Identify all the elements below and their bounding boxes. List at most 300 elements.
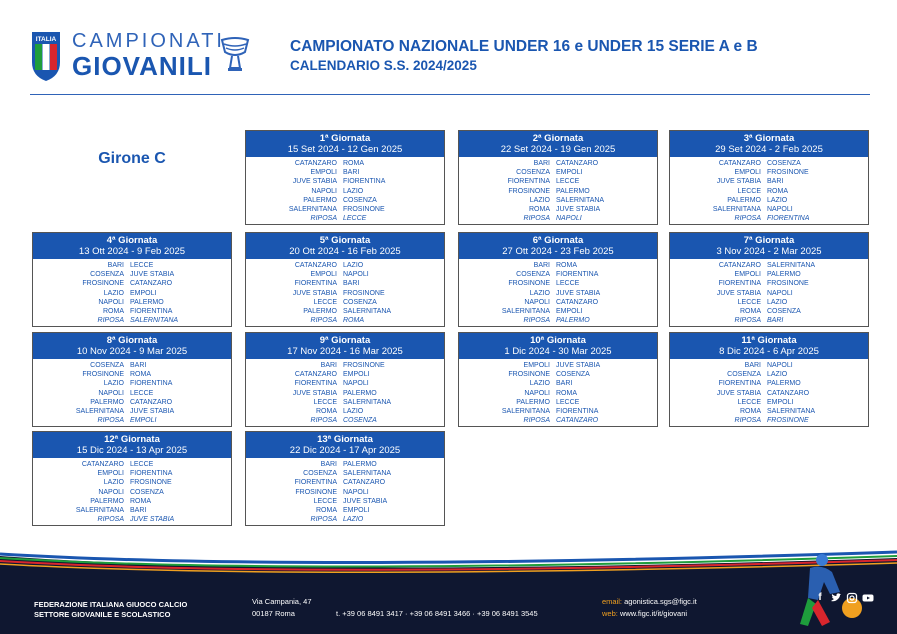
home-team: BARI: [533, 160, 550, 167]
away-team: LECCE: [130, 262, 154, 269]
match-row: [33, 361, 231, 370]
home-team: COSENZA: [516, 169, 550, 177]
away-team: COSENZA: [343, 298, 377, 306]
home-team: LECCE: [737, 398, 761, 406]
match-list: [33, 458, 231, 524]
away-team: SALERNITANA: [556, 196, 605, 204]
away-team: LAZIO: [343, 407, 364, 415]
resting-team: COSENZA: [343, 417, 377, 425]
brand-bottom: GIOVANILI: [72, 51, 212, 81]
away-team: JUVE STABIA: [130, 271, 175, 279]
away-team: FROSINONE: [343, 205, 385, 213]
home-team: FIORENTINA: [294, 479, 337, 487]
riposa-label: RIPOSA: [310, 417, 337, 425]
round-card: [245, 130, 445, 225]
match-row: [33, 298, 231, 307]
round-title: 8ª Giornata: [106, 335, 158, 346]
home-team: JUVE STABIA: [292, 389, 337, 397]
home-team: LAZIO: [529, 380, 550, 388]
match-row: [246, 398, 444, 407]
home-team: LAZIO: [103, 289, 124, 297]
page-title: CAMPIONATO NAZIONALE UNDER 16 e UNDER 15 SERIE A e B: [290, 38, 758, 55]
home-team: COSENZA: [90, 271, 124, 279]
home-team: COSENZA: [90, 362, 124, 369]
footer: [0, 548, 897, 634]
match-row: [459, 389, 657, 398]
match-row: [670, 270, 868, 279]
match-row: [670, 159, 868, 168]
away-team: FIORENTINA: [556, 271, 599, 279]
resting-team: LAZIO: [343, 516, 364, 524]
email-label: email:: [602, 597, 623, 606]
round-card: [32, 232, 232, 327]
riposa-label: RIPOSA: [97, 516, 124, 524]
round-title: 12ª Giornata: [104, 434, 160, 445]
round-header: [33, 432, 231, 458]
home-team: LECCE: [313, 298, 337, 306]
home-team: EMPOLI: [734, 169, 761, 177]
email-link[interactable]: agonistica.sgs@figc.it: [624, 597, 697, 606]
instagram-icon[interactable]: [846, 592, 858, 604]
riposa-label: RIPOSA: [310, 516, 337, 524]
match-row: [459, 361, 657, 370]
home-team: CATANZARO: [294, 160, 337, 167]
away-team: LAZIO: [767, 196, 788, 204]
match-row: [33, 270, 231, 279]
away-team: JUVE STABIA: [130, 407, 175, 415]
riposa-row: [246, 515, 444, 524]
riposa-label: RIPOSA: [310, 215, 337, 223]
web-label: web:: [602, 609, 618, 618]
away-team: EMPOLI: [556, 169, 583, 177]
away-team: FIORENTINA: [130, 307, 173, 315]
shield-text: ITALIA: [35, 36, 57, 43]
away-team: LAZIO: [343, 262, 364, 269]
home-team: LECCE: [737, 187, 761, 195]
away-team: EMPOLI: [343, 506, 370, 514]
riposa-row: [670, 214, 868, 223]
round-title: 7ª Giornata: [743, 235, 795, 246]
match-list: [459, 157, 657, 223]
home-team: FIORENTINA: [294, 380, 337, 388]
match-row: [33, 279, 231, 288]
match-row: [246, 279, 444, 288]
home-team: FROSINONE: [508, 187, 550, 195]
match-row: [246, 187, 444, 196]
home-team: NAPOLI: [524, 389, 550, 397]
telephone: t. +39 06 8491 3417 · +39 06 8491 3466 · +39 06 8491 3545: [336, 609, 538, 618]
away-team: COSENZA: [130, 488, 164, 496]
match-row: [33, 488, 231, 497]
home-team: JUVE STABIA: [292, 289, 337, 297]
away-team: COSENZA: [343, 196, 377, 204]
away-team: FIORENTINA: [556, 407, 599, 415]
federation-line2: SETTORE GIOVANILE E SCOLASTICO: [34, 610, 171, 619]
away-team: LECCE: [556, 178, 580, 186]
away-team: JUVE STABIA: [556, 289, 601, 297]
match-row: [670, 398, 868, 407]
away-team: CATANZARO: [556, 298, 599, 306]
round-dates: 22 Dic 2024 - 17 Apr 2025: [289, 445, 401, 456]
away-team: ROMA: [556, 389, 577, 397]
away-team: NAPOLI: [767, 289, 793, 297]
riposa-row: [246, 316, 444, 325]
away-team: EMPOLI: [130, 289, 157, 297]
round-title: 6ª Giornata: [532, 235, 584, 246]
match-row: [459, 187, 657, 196]
match-row: [246, 389, 444, 398]
resting-team: SALERNITANA: [130, 317, 179, 325]
match-row: [246, 407, 444, 416]
away-team: PALERMO: [767, 380, 801, 388]
away-team: SALERNITANA: [343, 470, 392, 478]
round-dates: 3 Nov 2024 - 2 Mar 2025: [716, 246, 822, 257]
home-team: PALERMO: [303, 196, 337, 204]
home-team: FROSINONE: [508, 280, 550, 288]
match-list: [246, 359, 444, 425]
away-team: CATANZARO: [556, 160, 599, 167]
match-row: [670, 407, 868, 416]
round-dates: 13 Ott 2024 - 9 Feb 2025: [78, 246, 186, 257]
address-line2: 00187 Roma: [252, 609, 295, 618]
round-header: [459, 233, 657, 259]
home-team: EMPOLI: [310, 169, 337, 177]
away-team: FIORENTINA: [130, 470, 173, 478]
away-team: BARI: [556, 380, 573, 388]
riposa-row: [33, 416, 231, 425]
match-list: [246, 458, 444, 524]
away-team: EMPOLI: [343, 371, 370, 379]
round-title: 3ª Giornata: [743, 133, 795, 144]
round-card: [32, 332, 232, 427]
match-list: [670, 359, 868, 425]
home-team: CATANZARO: [718, 160, 761, 167]
social-icons: [814, 592, 874, 604]
twitter-icon[interactable]: [830, 592, 842, 604]
match-row: [459, 168, 657, 177]
round-header: [459, 333, 657, 359]
match-row: [246, 460, 444, 469]
match-row: [33, 398, 231, 407]
match-row: [459, 398, 657, 407]
home-team: PALERMO: [90, 497, 124, 505]
home-team: NAPOLI: [98, 488, 124, 496]
match-row: [670, 389, 868, 398]
round-dates: 20 Ott 2024 - 16 Feb 2025: [289, 246, 401, 257]
match-row: [459, 261, 657, 270]
riposa-label: RIPOSA: [523, 417, 550, 425]
home-team: COSENZA: [303, 470, 337, 478]
youtube-icon[interactable]: [862, 592, 874, 604]
round-title: 11ª Giornata: [741, 335, 797, 346]
italia-shield-icon: [30, 28, 62, 82]
home-team: LECCE: [313, 497, 337, 505]
away-team: FROSINONE: [343, 289, 385, 297]
home-team: ROMA: [740, 407, 761, 415]
resting-team: JUVE STABIA: [130, 516, 175, 524]
home-team: BARI: [744, 362, 761, 369]
home-team: FROSINONE: [82, 280, 124, 288]
round-title: 5ª Giornata: [319, 235, 371, 246]
home-team: ROMA: [316, 407, 337, 415]
home-team: NAPOLI: [98, 389, 124, 397]
match-row: [459, 196, 657, 205]
away-team: SALERNITANA: [767, 262, 816, 269]
riposa-row: [246, 214, 444, 223]
home-team: LAZIO: [529, 196, 550, 204]
riposa-label: RIPOSA: [97, 417, 124, 425]
player-graphic: [760, 548, 870, 634]
round-card: [669, 130, 869, 225]
away-team: LAZIO: [767, 371, 788, 379]
home-team: FROSINONE: [295, 488, 337, 496]
away-team: FIORENTINA: [343, 178, 386, 186]
home-team: JUVE STABIA: [292, 178, 337, 186]
round-title: 13ª Giornata: [317, 434, 373, 445]
match-row: [246, 478, 444, 487]
riposa-label: RIPOSA: [310, 317, 337, 325]
match-row: [670, 187, 868, 196]
away-team: CATANZARO: [343, 479, 386, 487]
match-row: [33, 370, 231, 379]
match-list: [670, 259, 868, 325]
resting-team: EMPOLI: [130, 417, 157, 425]
brand-top: CAMPIONATI: [72, 30, 225, 52]
away-team: NAPOLI: [343, 488, 369, 496]
round-card: [669, 232, 869, 327]
match-row: [246, 370, 444, 379]
match-list: [33, 359, 231, 425]
home-team: JUVE STABIA: [716, 389, 761, 397]
match-row: [670, 370, 868, 379]
away-team: LAZIO: [767, 298, 788, 306]
home-team: EMPOLI: [523, 362, 550, 369]
address-line1: Via Campania, 47: [252, 597, 312, 606]
away-team: FROSINONE: [767, 280, 809, 288]
round-header: [33, 233, 231, 259]
away-team: ROMA: [130, 497, 151, 505]
away-team: PALERMO: [556, 187, 590, 195]
match-list: [33, 259, 231, 325]
resting-team: ROMA: [343, 317, 364, 325]
resting-team: FROSINONE: [767, 417, 809, 425]
round-title: 10ª Giornata: [530, 335, 586, 346]
riposa-label: RIPOSA: [97, 317, 124, 325]
home-team: BARI: [320, 461, 337, 468]
round-header: [670, 233, 868, 259]
away-team: LECCE: [556, 280, 580, 288]
resting-team: PALERMO: [556, 317, 590, 325]
match-row: [33, 379, 231, 388]
away-team: CATANZARO: [130, 398, 173, 406]
match-list: [459, 359, 657, 425]
away-team: EMPOLI: [556, 307, 583, 315]
home-team: FIORENTINA: [718, 380, 761, 388]
home-team: BARI: [107, 262, 124, 269]
round-card: [245, 232, 445, 327]
match-row: [33, 307, 231, 316]
away-team: COSENZA: [767, 160, 801, 167]
home-team: LAZIO: [103, 380, 124, 388]
match-row: [246, 379, 444, 388]
home-team: JUVE STABIA: [716, 289, 761, 297]
home-team: ROMA: [103, 307, 124, 315]
facebook-icon[interactable]: f: [818, 592, 822, 603]
away-team: JUVE STABIA: [343, 497, 388, 505]
match-row: [246, 196, 444, 205]
home-team: PALERMO: [727, 196, 761, 204]
round-card: [245, 431, 445, 526]
round-dates: 15 Dic 2024 - 13 Apr 2025: [76, 445, 188, 456]
match-row: [459, 279, 657, 288]
home-team: CATANZARO: [718, 262, 761, 269]
web-link[interactable]: www.figc.it/it/giovani: [619, 609, 688, 618]
round-header: [670, 333, 868, 359]
match-row: [670, 361, 868, 370]
home-team: JUVE STABIA: [716, 178, 761, 186]
round-dates: 27 Ott 2024 - 23 Feb 2025: [502, 246, 614, 257]
match-row: [246, 168, 444, 177]
away-team: CATANZARO: [767, 389, 810, 397]
round-header: [459, 131, 657, 157]
away-team: BARI: [343, 169, 360, 177]
home-team: LECCE: [737, 298, 761, 306]
riposa-label: RIPOSA: [734, 417, 761, 425]
match-row: [459, 307, 657, 316]
match-row: [33, 261, 231, 270]
home-team: FROSINONE: [82, 371, 124, 379]
match-row: [459, 289, 657, 298]
match-row: [670, 379, 868, 388]
home-team: SALERNITANA: [288, 205, 337, 213]
home-team: BARI: [320, 362, 337, 369]
home-team: FIORENTINA: [507, 178, 550, 186]
round-title: 1ª Giornata: [319, 133, 371, 144]
home-team: EMPOLI: [97, 470, 124, 478]
away-team: LAZIO: [343, 187, 364, 195]
away-team: COSENZA: [556, 371, 590, 379]
campionati-giovanili-logo: [30, 28, 270, 84]
match-row: [33, 407, 231, 416]
girone-label: Girone C: [98, 150, 166, 167]
riposa-row: [246, 416, 444, 425]
riposa-label: RIPOSA: [734, 317, 761, 325]
home-team: FIORENTINA: [718, 280, 761, 288]
home-team: LAZIO: [103, 479, 124, 487]
match-row: [670, 307, 868, 316]
away-team: NAPOLI: [767, 205, 793, 213]
match-list: [246, 157, 444, 223]
match-row: [246, 289, 444, 298]
away-team: COSENZA: [767, 307, 801, 315]
home-team: ROMA: [316, 506, 337, 514]
riposa-row: [670, 416, 868, 425]
round-header: [246, 131, 444, 157]
home-team: SALERNITANA: [501, 407, 550, 415]
match-row: [246, 205, 444, 214]
riposa-row: [459, 214, 657, 223]
match-row: [459, 370, 657, 379]
match-row: [670, 168, 868, 177]
resting-team: CATANZARO: [556, 417, 599, 425]
match-row: [459, 407, 657, 416]
match-list: [459, 259, 657, 325]
trophy-icon: [218, 34, 252, 74]
match-row: [246, 488, 444, 497]
round-dates: 10 Nov 2024 - 9 Mar 2025: [76, 346, 188, 357]
round-dates: 29 Set 2024 - 2 Feb 2025: [715, 144, 823, 155]
home-team: PALERMO: [516, 398, 550, 406]
match-row: [459, 379, 657, 388]
home-team: COSENZA: [516, 271, 550, 279]
home-team: NAPOLI: [98, 298, 124, 306]
round-dates: 15 Set 2024 - 12 Gen 2025: [287, 144, 403, 155]
away-team: EMPOLI: [767, 398, 794, 406]
away-team: NAPOLI: [767, 362, 793, 369]
away-team: PALERMO: [767, 271, 801, 279]
round-dates: 8 Dic 2024 - 6 Apr 2025: [719, 346, 819, 357]
away-team: NAPOLI: [343, 380, 369, 388]
away-team: BARI: [130, 362, 147, 369]
home-team: SALERNITANA: [501, 307, 550, 315]
home-team: LECCE: [313, 398, 337, 406]
match-row: [246, 159, 444, 168]
match-list: [246, 259, 444, 325]
away-team: NAPOLI: [343, 271, 369, 279]
page-subtitle: CALENDARIO S.S. 2024/2025: [290, 58, 477, 73]
round-dates: 1 Dic 2024 - 30 Mar 2025: [504, 346, 612, 357]
match-row: [670, 196, 868, 205]
match-row: [246, 506, 444, 515]
home-team: CATANZARO: [294, 262, 337, 269]
away-team: JUVE STABIA: [556, 362, 601, 369]
round-dates: 17 Nov 2024 - 16 Mar 2025: [287, 346, 403, 357]
match-row: [459, 205, 657, 214]
match-row: [246, 177, 444, 186]
away-team: PALERMO: [343, 461, 377, 468]
away-team: SALERNITANA: [343, 398, 392, 406]
away-team: PALERMO: [343, 389, 377, 397]
resting-team: FIORENTINA: [767, 215, 810, 223]
match-row: [670, 289, 868, 298]
match-row: [670, 177, 868, 186]
round-title: 9ª Giornata: [319, 335, 371, 346]
home-team: ROMA: [529, 205, 550, 213]
home-team: PALERMO: [303, 307, 337, 315]
away-team: ROMA: [556, 262, 577, 269]
match-row: [670, 261, 868, 270]
resting-team: BARI: [767, 317, 784, 325]
away-team: ROMA: [767, 187, 788, 195]
riposa-label: RIPOSA: [523, 215, 550, 223]
match-row: [246, 270, 444, 279]
round-header: [33, 333, 231, 359]
riposa-label: RIPOSA: [523, 317, 550, 325]
match-list: [670, 157, 868, 223]
match-row: [246, 469, 444, 478]
home-team: EMPOLI: [310, 271, 337, 279]
resting-team: LECCE: [343, 215, 367, 223]
match-row: [246, 497, 444, 506]
away-team: BARI: [343, 280, 360, 288]
away-team: PALERMO: [130, 298, 164, 306]
round-card: [458, 232, 658, 327]
match-row: [459, 159, 657, 168]
away-team: LECCE: [130, 461, 154, 468]
round-card: [458, 332, 658, 427]
home-team: NAPOLI: [524, 298, 550, 306]
home-team: SALERNITANA: [75, 407, 124, 415]
